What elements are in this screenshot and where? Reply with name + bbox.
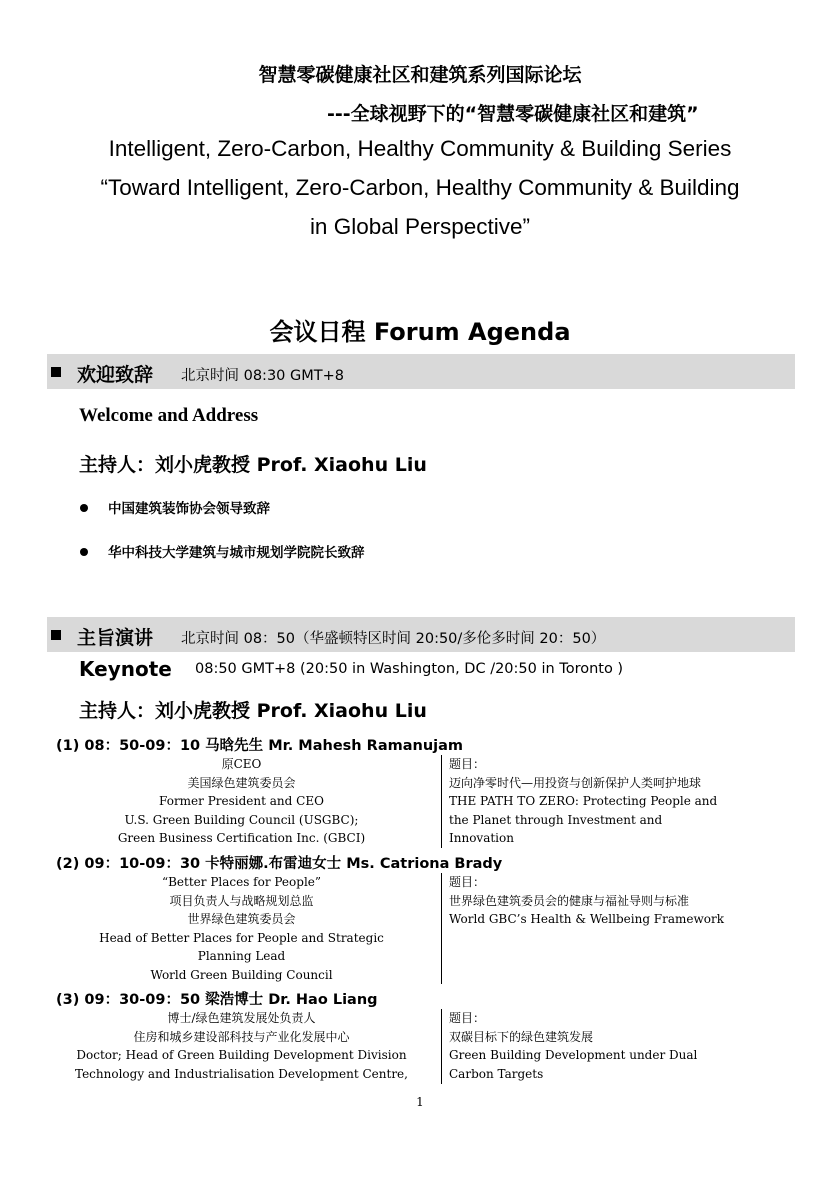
topic-line: Innovation [449, 831, 514, 845]
keynote-english-label: Keynote [79, 657, 172, 681]
topic-line: 世界绿色建筑委员会的健康与福祉导则与标准 [449, 893, 690, 908]
speaker-2-bio [50, 873, 433, 984]
bio-line: “Better Places for People” [161, 875, 322, 889]
forum-subtitle-en-line1: “Toward Intelligent, Zero-Carbon, Healthy Community & Building [100, 175, 740, 200]
bio-line: Head of Better Places for People and Strategic [99, 930, 384, 945]
bio-line: Technology and Industrialisation Development Centre, [75, 1066, 408, 1081]
list-item [80, 497, 270, 517]
keynote-time: 北京时间 08：50（华盛顿特区时间 20:50/多伦多时间 20：50） [181, 631, 606, 647]
topic-line: the Planet through Investment and [449, 812, 663, 827]
speaker-1-heading: (1) 08：50-09：10 马晗先生 Mr. Mahesh Ramanujam [56, 738, 464, 754]
topic-line: 题目： [449, 875, 486, 889]
square-bullet-icon [51, 367, 61, 377]
bio-line: 美国绿色建筑委员会 [187, 775, 296, 790]
bio-line: World Green Building Council [150, 967, 333, 982]
forum-subtitle-cn: ---全球视野下的“智慧零碳健康社区和建筑” [327, 103, 699, 125]
speaker-2-heading: (2) 09：10-09：30 卡特丽娜.布雷迪女士 Ms. Catriona Brady [56, 856, 503, 872]
list-item-text: 中国建筑装饰协会领导致辞 [108, 501, 270, 517]
welcome-time: 北京时间 08:30 GMT+8 [181, 368, 344, 384]
topic-line: 题目： [449, 1011, 486, 1025]
bio-line: Planning Lead [197, 949, 286, 963]
topic-line: Carbon Targets [449, 1066, 544, 1081]
bio-line: U.S. Green Building Council (USGBC); [124, 812, 359, 827]
topic-line: THE PATH TO ZERO: Protecting People and [449, 794, 718, 808]
column-divider [441, 873, 442, 984]
keynote-section-header [47, 617, 795, 652]
bio-line: Doctor; Head of Green Building Development Division [76, 1048, 407, 1062]
keynote-english-time: 08:50 GMT+8 (20:50 in Washington, DC /20:50 in Toronto ) [195, 661, 624, 677]
forum-subtitle-en-line2: in Global Perspective” [309, 214, 531, 239]
welcome-host: 主持人：刘小虎教授 Prof. Xiaohu Liu [79, 454, 427, 476]
bio-line: 世界绿色建筑委员会 [187, 912, 296, 926]
speaker-1-bio [50, 755, 433, 848]
topic-line: Green Building Development under Dual [449, 1048, 698, 1062]
square-bullet-icon [51, 630, 61, 640]
bio-line: 项目负责人与战略规划总监 [169, 893, 314, 908]
list-item-text: 华中科技大学建筑与城市规划学院院长致辞 [108, 545, 365, 561]
column-divider [441, 1009, 442, 1084]
bullet-dot-icon [80, 504, 88, 512]
bullet-dot-icon [80, 548, 88, 556]
bio-line: Green Business Certification Inc. (GBCI) [117, 831, 366, 845]
bio-line: Former President and CEO [159, 794, 324, 808]
page-number: 1 [416, 1095, 424, 1109]
keynote-host: 主持人：刘小虎教授 Prof. Xiaohu Liu [79, 700, 427, 722]
bio-line: 博士/绿色建筑发展处负责人 [167, 1011, 316, 1025]
bio-line: 住房和城乡建设部科技与产业化发展中心 [133, 1029, 350, 1044]
column-divider [441, 755, 442, 848]
agenda-title: 会议日程 Forum Agenda [269, 318, 571, 346]
welcome-label: 欢迎致辞 [77, 364, 154, 386]
forum-title-en: Intelligent, Zero-Carbon, Healthy Community & Building Series [108, 136, 732, 161]
speaker-2-topic [449, 873, 789, 929]
topic-line: 迈向净零时代—用投资与创新保护人类呵护地球 [449, 775, 702, 790]
keynote-label: 主旨演讲 [77, 627, 154, 649]
welcome-section-header [47, 354, 795, 389]
topic-line: 双碳目标下的绿色建筑发展 [449, 1029, 594, 1044]
list-item [80, 541, 365, 561]
topic-line: 题目： [449, 757, 486, 771]
speaker-3-bio [50, 1009, 433, 1083]
speaker-1-topic [449, 755, 789, 848]
topic-line: World GBC’s Health & Wellbeing Framework [449, 912, 725, 926]
speaker-3-heading: (3) 09：30-09：50 梁浩博士 Dr. Hao Liang [56, 992, 378, 1008]
speaker-3-topic [449, 1009, 789, 1083]
bio-line: 原CEO [221, 757, 262, 771]
forum-title-cn: 智慧零碳健康社区和建筑系列国际论坛 [258, 64, 582, 86]
welcome-english-title: Welcome and Address [79, 405, 259, 426]
